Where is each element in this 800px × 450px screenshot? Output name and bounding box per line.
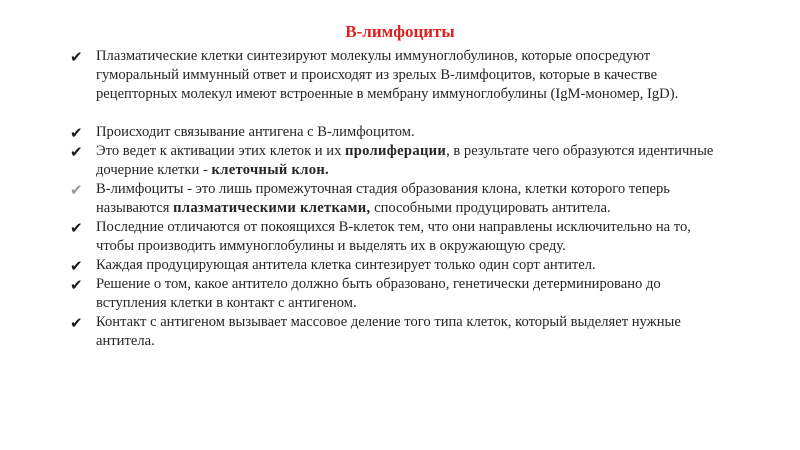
check-mark-icon: ✔ bbox=[70, 257, 83, 275]
check-mark-icon: ✔ bbox=[70, 276, 83, 294]
check-mark-icon: ✔ bbox=[70, 314, 83, 332]
slide-title: В-лимфоциты bbox=[345, 22, 455, 41]
bullet-item: ✔ Это ведет к активации этих клеток и их пролиферации, в результате чего образуются идентичные дочерние клетки - клеточный клон. bbox=[70, 143, 714, 178]
check-mark-icon: ✔ bbox=[70, 143, 83, 161]
bullet-item: ✔ Каждая продуцирующая антитела клетка синтезирует только один сорт антител. bbox=[70, 257, 596, 275]
check-mark-icon: ✔ bbox=[70, 181, 83, 199]
emphasis-term: пролиферации bbox=[345, 143, 447, 159]
bullet-list bbox=[70, 47, 730, 351]
bullet-item: ✔ Последние отличаются от покоящихся В-клеток тем, что они направлены исключительно на то, чтобы производить иммуноглобулины и выделять их в окружающую среду. bbox=[70, 219, 691, 254]
check-mark-icon: ✔ bbox=[70, 219, 83, 237]
bullet-item: ✔ Контакт с антигеном вызывает массовое деление того типа клеток, который выделяет нужные антитела. bbox=[70, 314, 681, 349]
bullet-item: ✔ Плазматические клетки синтезируют молекулы иммуноглобулинов, которые опосредуют гуморальный иммунный ответ и происходят из зрелых В-лимфоцитов, которые в качестве рецепторных молекул имеют встроенные в мембрану иммуноглобулины (IgM-мономер, IgD). bbox=[70, 48, 679, 102]
check-mark-icon: ✔ bbox=[70, 48, 83, 66]
bullet-item: ✔ Происходит связывание антигена с В-лимфоцитом. bbox=[70, 124, 415, 142]
emphasis-term: плазматическими клетками, bbox=[173, 200, 371, 216]
bullet-item: ✔ Решение о том, какое антитело должно быть образовано, генетически детерминировано до вступления клетки в контакт с антигеном. bbox=[70, 276, 661, 311]
bullet-item: ✔ В-лимфоциты - это лишь промежуточная стадия образования клона, клетки которого теперь называются плазматическими клетками, способными продуцировать антитела. bbox=[70, 181, 670, 216]
emphasis-term: клеточный клон. bbox=[211, 162, 330, 178]
check-mark-icon: ✔ bbox=[70, 124, 83, 142]
